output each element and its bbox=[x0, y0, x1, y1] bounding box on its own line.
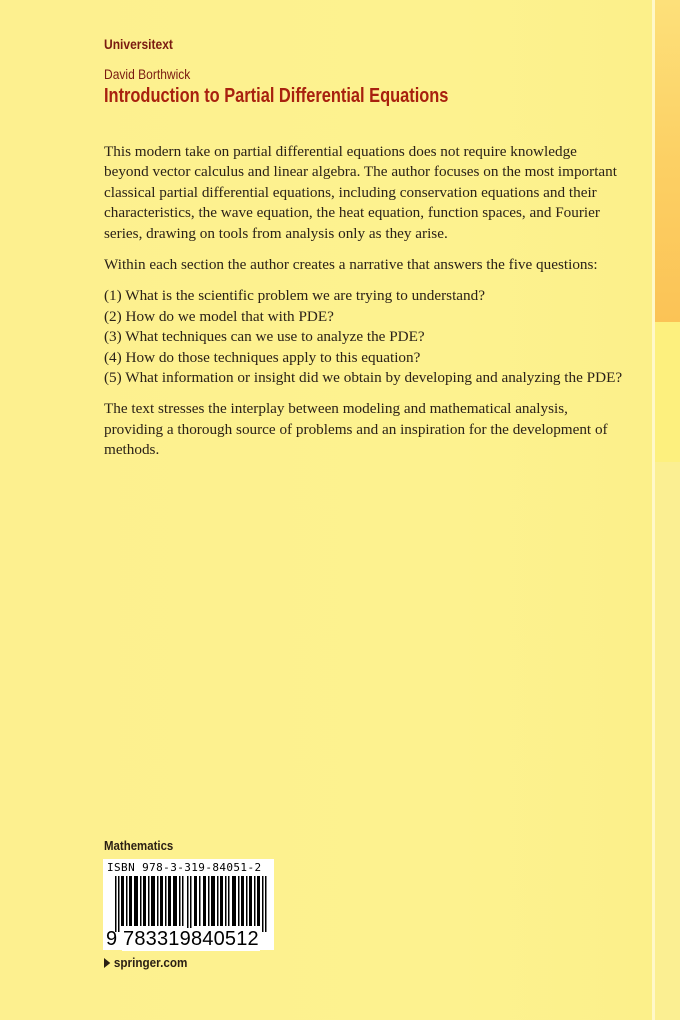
spine-yellow-band bbox=[655, 322, 680, 462]
questions-list bbox=[104, 286, 624, 388]
question-item: (2) How do we model that with PDE? bbox=[104, 307, 334, 325]
question-item: (4) How do those techniques apply to this equation? bbox=[104, 348, 421, 366]
spine-orange-band bbox=[655, 0, 680, 322]
ean-digits: 783319840512 bbox=[123, 928, 259, 950]
ean-first-digit: 9 bbox=[106, 928, 118, 950]
isbn-label: ISBN 978-3-319-84051-2 bbox=[107, 861, 262, 874]
question-item: (3) What techniques can we use to analyze the PDE? bbox=[104, 328, 425, 346]
barcode-icon bbox=[115, 876, 270, 932]
blurb bbox=[104, 142, 624, 472]
question-item: (5) What information or insight did we obtain by developing and analyzing the PDE? bbox=[104, 369, 623, 387]
blurb-paragraph-1: This modern take on partial differential equations does not require knowledge beyond vector calculus and linear algebra. The author focuses on the most important classical partial differential equations, including conservation equations and their characteristics, the wave equation, the heat equation, function spaces, and Fourier series, drawing on tools from analysis only as they arise. bbox=[104, 143, 617, 242]
blurb-paragraph-2: Within each section the author creates a narrative that answers the five questions: bbox=[104, 256, 598, 274]
question-item: (1) What is the scientific problem we are trying to understand? bbox=[104, 287, 485, 305]
triangle-arrow-icon bbox=[104, 958, 110, 968]
isbn-barcode bbox=[103, 859, 274, 950]
book-title: Introduction to Partial Differential Equations bbox=[104, 85, 449, 107]
subject-label: Mathematics bbox=[104, 838, 174, 853]
publisher-website[interactable] bbox=[104, 955, 187, 970]
series-name: Universitext bbox=[104, 36, 173, 52]
website-label: springer.com bbox=[113, 955, 188, 970]
author-name: David Borthwick bbox=[104, 66, 191, 82]
blurb-paragraph-3: The text stresses the interplay between modeling and mathematical analysis, providing a thorough source of problems and an inspiration for the development of methods. bbox=[104, 400, 608, 459]
